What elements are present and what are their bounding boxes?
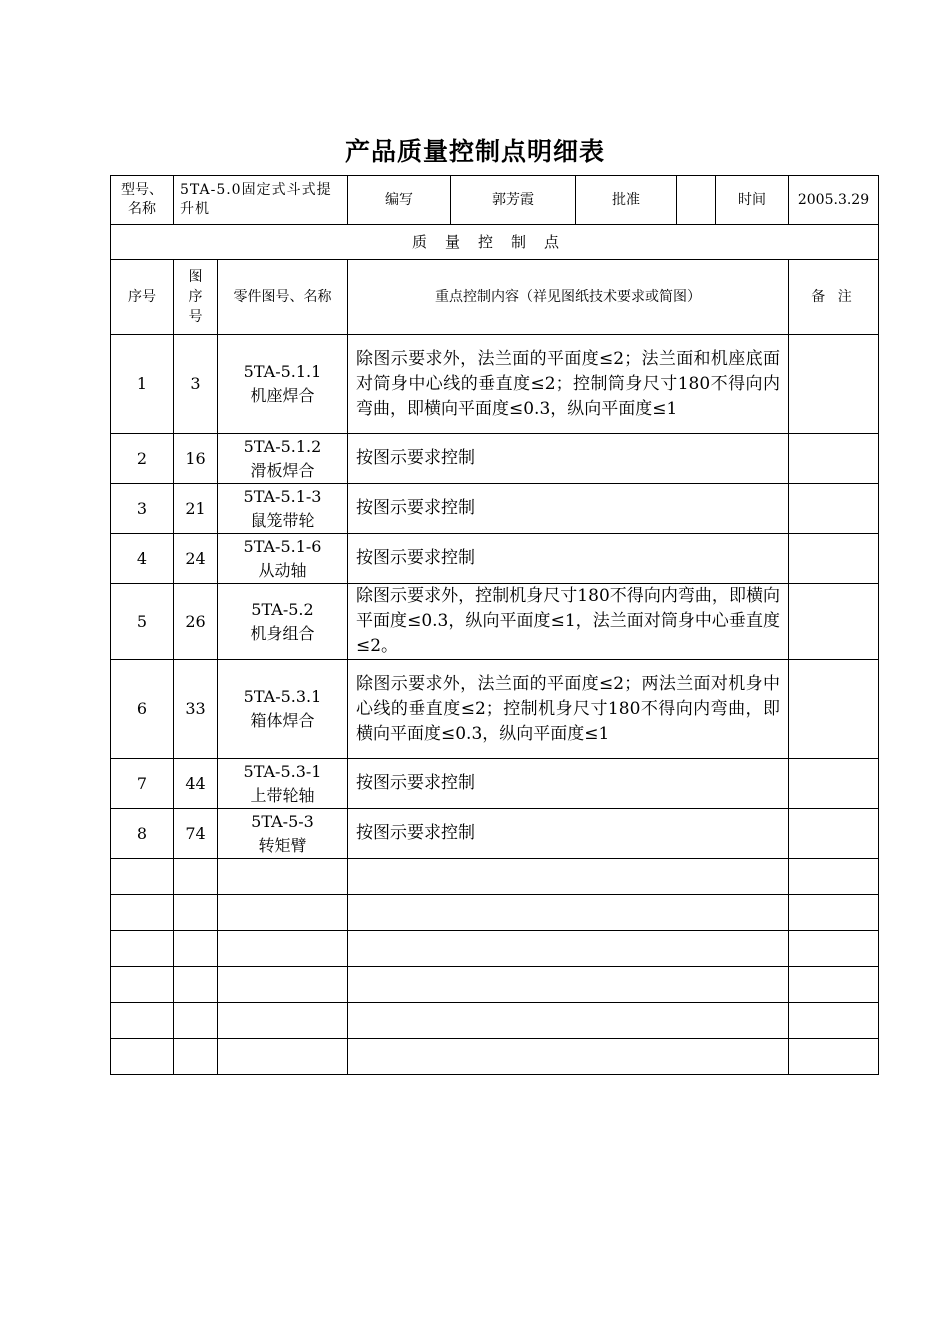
empty-row — [111, 895, 879, 931]
row-seq: 4 — [111, 534, 174, 584]
part-name: 鼠笼带轮 — [250, 510, 315, 530]
row-seq: 3 — [111, 484, 174, 534]
empty-cell — [348, 931, 789, 967]
table-row — [111, 434, 879, 484]
empty-cell — [789, 859, 879, 895]
empty-cell — [218, 859, 348, 895]
col-drawing-seq-header: 图序号 — [174, 260, 218, 335]
row-part — [218, 584, 348, 660]
empty-cell — [789, 895, 879, 931]
model-label: 型号、名称 — [111, 176, 174, 225]
row-part — [218, 484, 348, 534]
row-remark — [789, 534, 879, 584]
empty-cell — [218, 931, 348, 967]
approve-label: 批准 — [576, 176, 677, 225]
part-name: 滑板焊合 — [250, 460, 315, 480]
row-content: 按图示要求控制 — [348, 534, 789, 584]
row-seq: 8 — [111, 809, 174, 859]
empty-cell — [174, 895, 218, 931]
empty-cell — [348, 967, 789, 1003]
empty-row — [111, 931, 879, 967]
row-remark — [789, 809, 879, 859]
approve-value — [677, 176, 716, 225]
part-code: 5TA-5-3 — [251, 811, 314, 831]
empty-cell — [174, 859, 218, 895]
empty-cell — [111, 895, 174, 931]
row-content: 按图示要求控制 — [348, 759, 789, 809]
empty-cell — [348, 859, 789, 895]
table-row — [111, 759, 879, 809]
date-label: 时间 — [716, 176, 789, 225]
quality-control-table — [110, 175, 879, 1075]
header-row — [111, 176, 879, 225]
part-name: 从动轴 — [258, 560, 307, 580]
empty-cell — [218, 1003, 348, 1039]
section-row — [111, 225, 879, 260]
part-code: 5TA-5.3.1 — [243, 687, 322, 706]
empty-cell — [174, 967, 218, 1003]
part-name: 机座焊合 — [250, 386, 315, 405]
author-value: 郭芳霞 — [451, 176, 576, 225]
row-part — [218, 335, 348, 434]
col-content-header: 重点控制内容（祥见图纸技术要求或简图） — [348, 260, 789, 335]
row-content: 按图示要求控制 — [348, 484, 789, 534]
table-row — [111, 484, 879, 534]
part-name: 机身组合 — [250, 623, 315, 643]
row-drawing-seq: 16 — [174, 434, 218, 484]
empty-cell — [789, 967, 879, 1003]
data-rows — [111, 335, 879, 1075]
row-content: 除图示要求外，法兰面的平面度≤2；两法兰面对机身中心线的垂直度≤2；控制机身尺寸180不得向内弯曲，即横向平面度≤0.3，纵向平面度≤1 — [348, 660, 789, 759]
part-code: 5TA-5.1.1 — [243, 362, 322, 381]
row-part — [218, 809, 348, 859]
row-remark — [789, 584, 879, 660]
row-content: 除图示要求外，控制机身尺寸180不得向内弯曲，即横向平面度≤0.3，纵向平面度≤1，法兰面对筒身中心垂直度≤2。 — [348, 584, 789, 660]
empty-cell — [348, 1039, 789, 1075]
document-title: 产品质量控制点明细表 — [344, 137, 605, 166]
row-drawing-seq: 26 — [174, 584, 218, 660]
empty-row — [111, 1003, 879, 1039]
table-row — [111, 584, 879, 660]
empty-cell — [174, 1039, 218, 1075]
row-seq: 5 — [111, 584, 174, 660]
row-remark — [789, 335, 879, 434]
model-value: 5TA-5.0固定式斗式提升机 — [174, 176, 348, 225]
empty-cell — [348, 895, 789, 931]
row-drawing-seq: 24 — [174, 534, 218, 584]
col-remark-header: 备 注 — [789, 260, 879, 335]
row-remark — [789, 759, 879, 809]
col-part-header: 零件图号、名称 — [218, 260, 348, 335]
part-name: 箱体焊合 — [250, 711, 315, 730]
row-part — [218, 660, 348, 759]
empty-cell — [218, 967, 348, 1003]
row-content: 按图示要求控制 — [348, 809, 789, 859]
empty-cell — [348, 1003, 789, 1039]
part-code: 5TA-5.1-6 — [243, 536, 322, 556]
empty-cell — [218, 1039, 348, 1075]
empty-row — [111, 967, 879, 1003]
row-seq: 6 — [111, 660, 174, 759]
row-part — [218, 434, 348, 484]
row-drawing-seq: 74 — [174, 809, 218, 859]
empty-cell — [174, 931, 218, 967]
date-value: 2005.3.29 — [789, 176, 879, 225]
part-code: 5TA-5.3-1 — [243, 761, 322, 781]
part-name: 上带轮轴 — [250, 785, 315, 805]
empty-cell — [111, 1039, 174, 1075]
empty-row — [111, 859, 879, 895]
part-code: 5TA-5.1-3 — [243, 486, 322, 506]
row-part — [218, 759, 348, 809]
empty-cell — [789, 931, 879, 967]
row-drawing-seq: 33 — [174, 660, 218, 759]
table-row — [111, 335, 879, 434]
empty-cell — [111, 967, 174, 1003]
row-seq: 1 — [111, 335, 174, 434]
empty-cell — [789, 1003, 879, 1039]
row-remark — [789, 484, 879, 534]
row-drawing-seq: 44 — [174, 759, 218, 809]
empty-cell — [111, 931, 174, 967]
empty-cell — [218, 895, 348, 931]
table-row — [111, 809, 879, 859]
table-row — [111, 534, 879, 584]
part-code: 5TA-5.2 — [251, 599, 314, 619]
table-row — [111, 660, 879, 759]
part-code: 5TA-5.1.2 — [243, 436, 322, 456]
part-name: 转矩臂 — [258, 835, 307, 855]
empty-cell — [789, 1039, 879, 1075]
row-seq: 2 — [111, 434, 174, 484]
row-remark — [789, 660, 879, 759]
row-drawing-seq: 21 — [174, 484, 218, 534]
column-header-row — [111, 260, 879, 335]
row-part — [218, 534, 348, 584]
empty-cell — [111, 1003, 174, 1039]
author-label: 编写 — [348, 176, 451, 225]
row-drawing-seq: 3 — [174, 335, 218, 434]
empty-cell — [111, 859, 174, 895]
row-seq: 7 — [111, 759, 174, 809]
row-content: 按图示要求控制 — [348, 434, 789, 484]
row-remark — [789, 434, 879, 484]
section-title: 质量控制点 — [111, 225, 879, 260]
empty-cell — [174, 1003, 218, 1039]
row-content: 除图示要求外，法兰面的平面度≤2；法兰面和机座底面对筒身中心线的垂直度≤2；控制筒身尺寸180不得向内弯曲，即横向平面度≤0.3，纵向平面度≤1 — [348, 335, 789, 434]
col-seq-header: 序号 — [111, 260, 174, 335]
empty-row — [111, 1039, 879, 1075]
